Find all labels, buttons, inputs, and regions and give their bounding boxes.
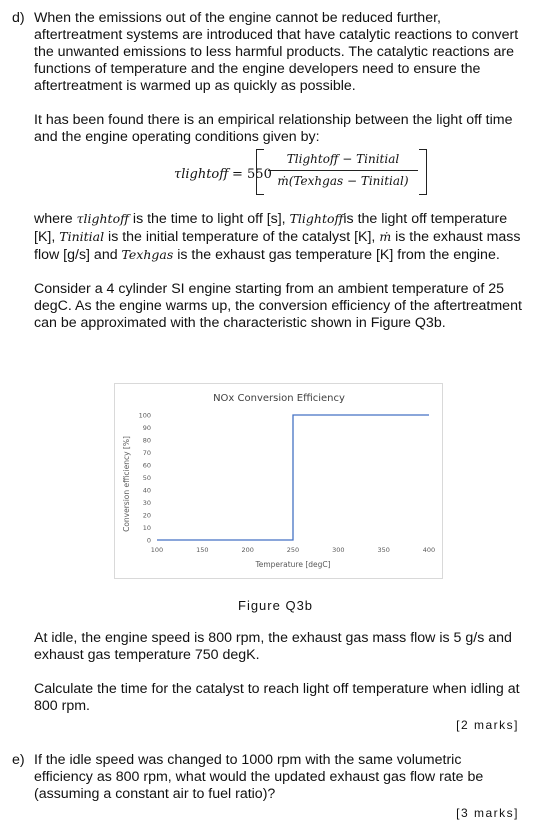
where-text-4: is the initial temperature of the catalyst [K], bbox=[104, 229, 380, 245]
figure-caption: Figure Q3b bbox=[238, 598, 314, 613]
marks-e: [3 marks] bbox=[456, 806, 519, 820]
question-d bbox=[12, 10, 522, 332]
y-tick-label: 90 bbox=[142, 424, 151, 432]
y-tick-label: 30 bbox=[142, 499, 151, 507]
equation-lhs: τlightoff bbox=[174, 167, 229, 182]
x-tick-label: 250 bbox=[286, 546, 300, 554]
y-tick-label: 80 bbox=[142, 436, 151, 445]
y-tick-label: 10 bbox=[142, 524, 151, 532]
y-tick-label: 100 bbox=[138, 411, 151, 420]
paragraph-where bbox=[34, 210, 522, 264]
equation-denominator: ṁ(Texhgas − Tinitial) bbox=[277, 174, 409, 188]
question-label-e: e) bbox=[12, 752, 25, 768]
question-e bbox=[12, 752, 522, 803]
where-text-1: where bbox=[34, 211, 77, 227]
where-text-3: is the light off temperature [K], bbox=[34, 211, 508, 245]
y-tick-label: 70 bbox=[142, 449, 151, 457]
chart-y-axis-label: Conversion efficiency [%] bbox=[122, 436, 131, 532]
right-bracket bbox=[419, 149, 427, 195]
x-tick-label: 150 bbox=[196, 546, 209, 554]
lightoff-equation bbox=[34, 148, 522, 208]
x-tick-label: 350 bbox=[377, 546, 390, 554]
where-text-5: is the exhaust mass flow [g/s] and bbox=[34, 229, 521, 263]
var-t-initial: Tinitial bbox=[59, 229, 105, 244]
where-text-2: is the time to light off [s], bbox=[128, 211, 290, 227]
question-label-d: d) bbox=[12, 10, 25, 26]
question-e-text: If the idle speed was changed to 1000 rpm with the same volumetric efficiency as 800 rpm, what would the updated exhaust gas flow rate be (assuming a constant air to fuel ratio)? bbox=[34, 752, 484, 802]
efficiency-series-line bbox=[157, 415, 429, 540]
y-tick-label: 20 bbox=[142, 511, 151, 520]
paragraph-intro: When the emissions out of the engine cannot be reduced further, aftertreatment systems are introduced that have catalytic reactions to convert the unwanted emissions to less harmful products. The catalytic reactions are functions of temperature and the engine developers need to ensure the aftertreatment is warmed up as quickly as possible. bbox=[34, 10, 519, 94]
x-tick-label: 100 bbox=[150, 546, 164, 554]
var-tau-lightoff: τlightoff bbox=[76, 211, 129, 226]
equation-numerator: Tlightoff − Tinitial bbox=[286, 152, 400, 166]
y-tick-label: 60 bbox=[142, 461, 151, 470]
x-tick-label: 400 bbox=[422, 546, 436, 554]
chart-x-axis-label: Temperature [degC] bbox=[255, 560, 331, 569]
equation-coefficient: = 550 bbox=[232, 167, 272, 182]
paragraph-idle: At idle, the engine speed is 800 rpm, the exhaust gas mass flow is 5 g/s and exhaust gas temperature 750 degK. bbox=[34, 630, 512, 663]
question-d-continued bbox=[34, 630, 524, 715]
y-tick-label: 50 bbox=[142, 474, 151, 482]
chart-title: NOx Conversion Efficiency bbox=[213, 393, 345, 404]
figure-q3b-chart bbox=[114, 383, 443, 579]
y-tick-label: 40 bbox=[142, 486, 151, 495]
x-tick-label: 300 bbox=[332, 546, 345, 554]
var-t-lightoff: Tlightoff bbox=[289, 211, 344, 226]
paragraph-calculate: Calculate the time for the catalyst to reach light off temperature when idling at 800 rpm. bbox=[34, 681, 520, 714]
nox-efficiency-chart-svg bbox=[115, 384, 442, 578]
marks-d: [2 marks] bbox=[456, 718, 519, 732]
left-bracket bbox=[256, 149, 264, 195]
x-tick-label: 200 bbox=[241, 546, 254, 554]
var-mdot: ṁ bbox=[379, 229, 392, 244]
fraction-bar bbox=[268, 170, 418, 171]
paragraph-relationship: It has been found there is an empirical relationship between the light off time and the engine operating conditions given by: bbox=[34, 112, 513, 145]
where-text-6: is the exhaust gas temperature [K] from the engine. bbox=[173, 247, 500, 263]
y-tick-label: 0 bbox=[146, 536, 151, 545]
var-t-exhgas: Texhgas bbox=[121, 247, 174, 262]
paragraph-scenario: Consider a 4 cylinder SI engine starting from an ambient temperature of 25 degC. As the engine warms up, the conversion efficiency of the aftertreatment can be approximated with the characteristic shown in Figure Q3b. bbox=[34, 281, 522, 331]
